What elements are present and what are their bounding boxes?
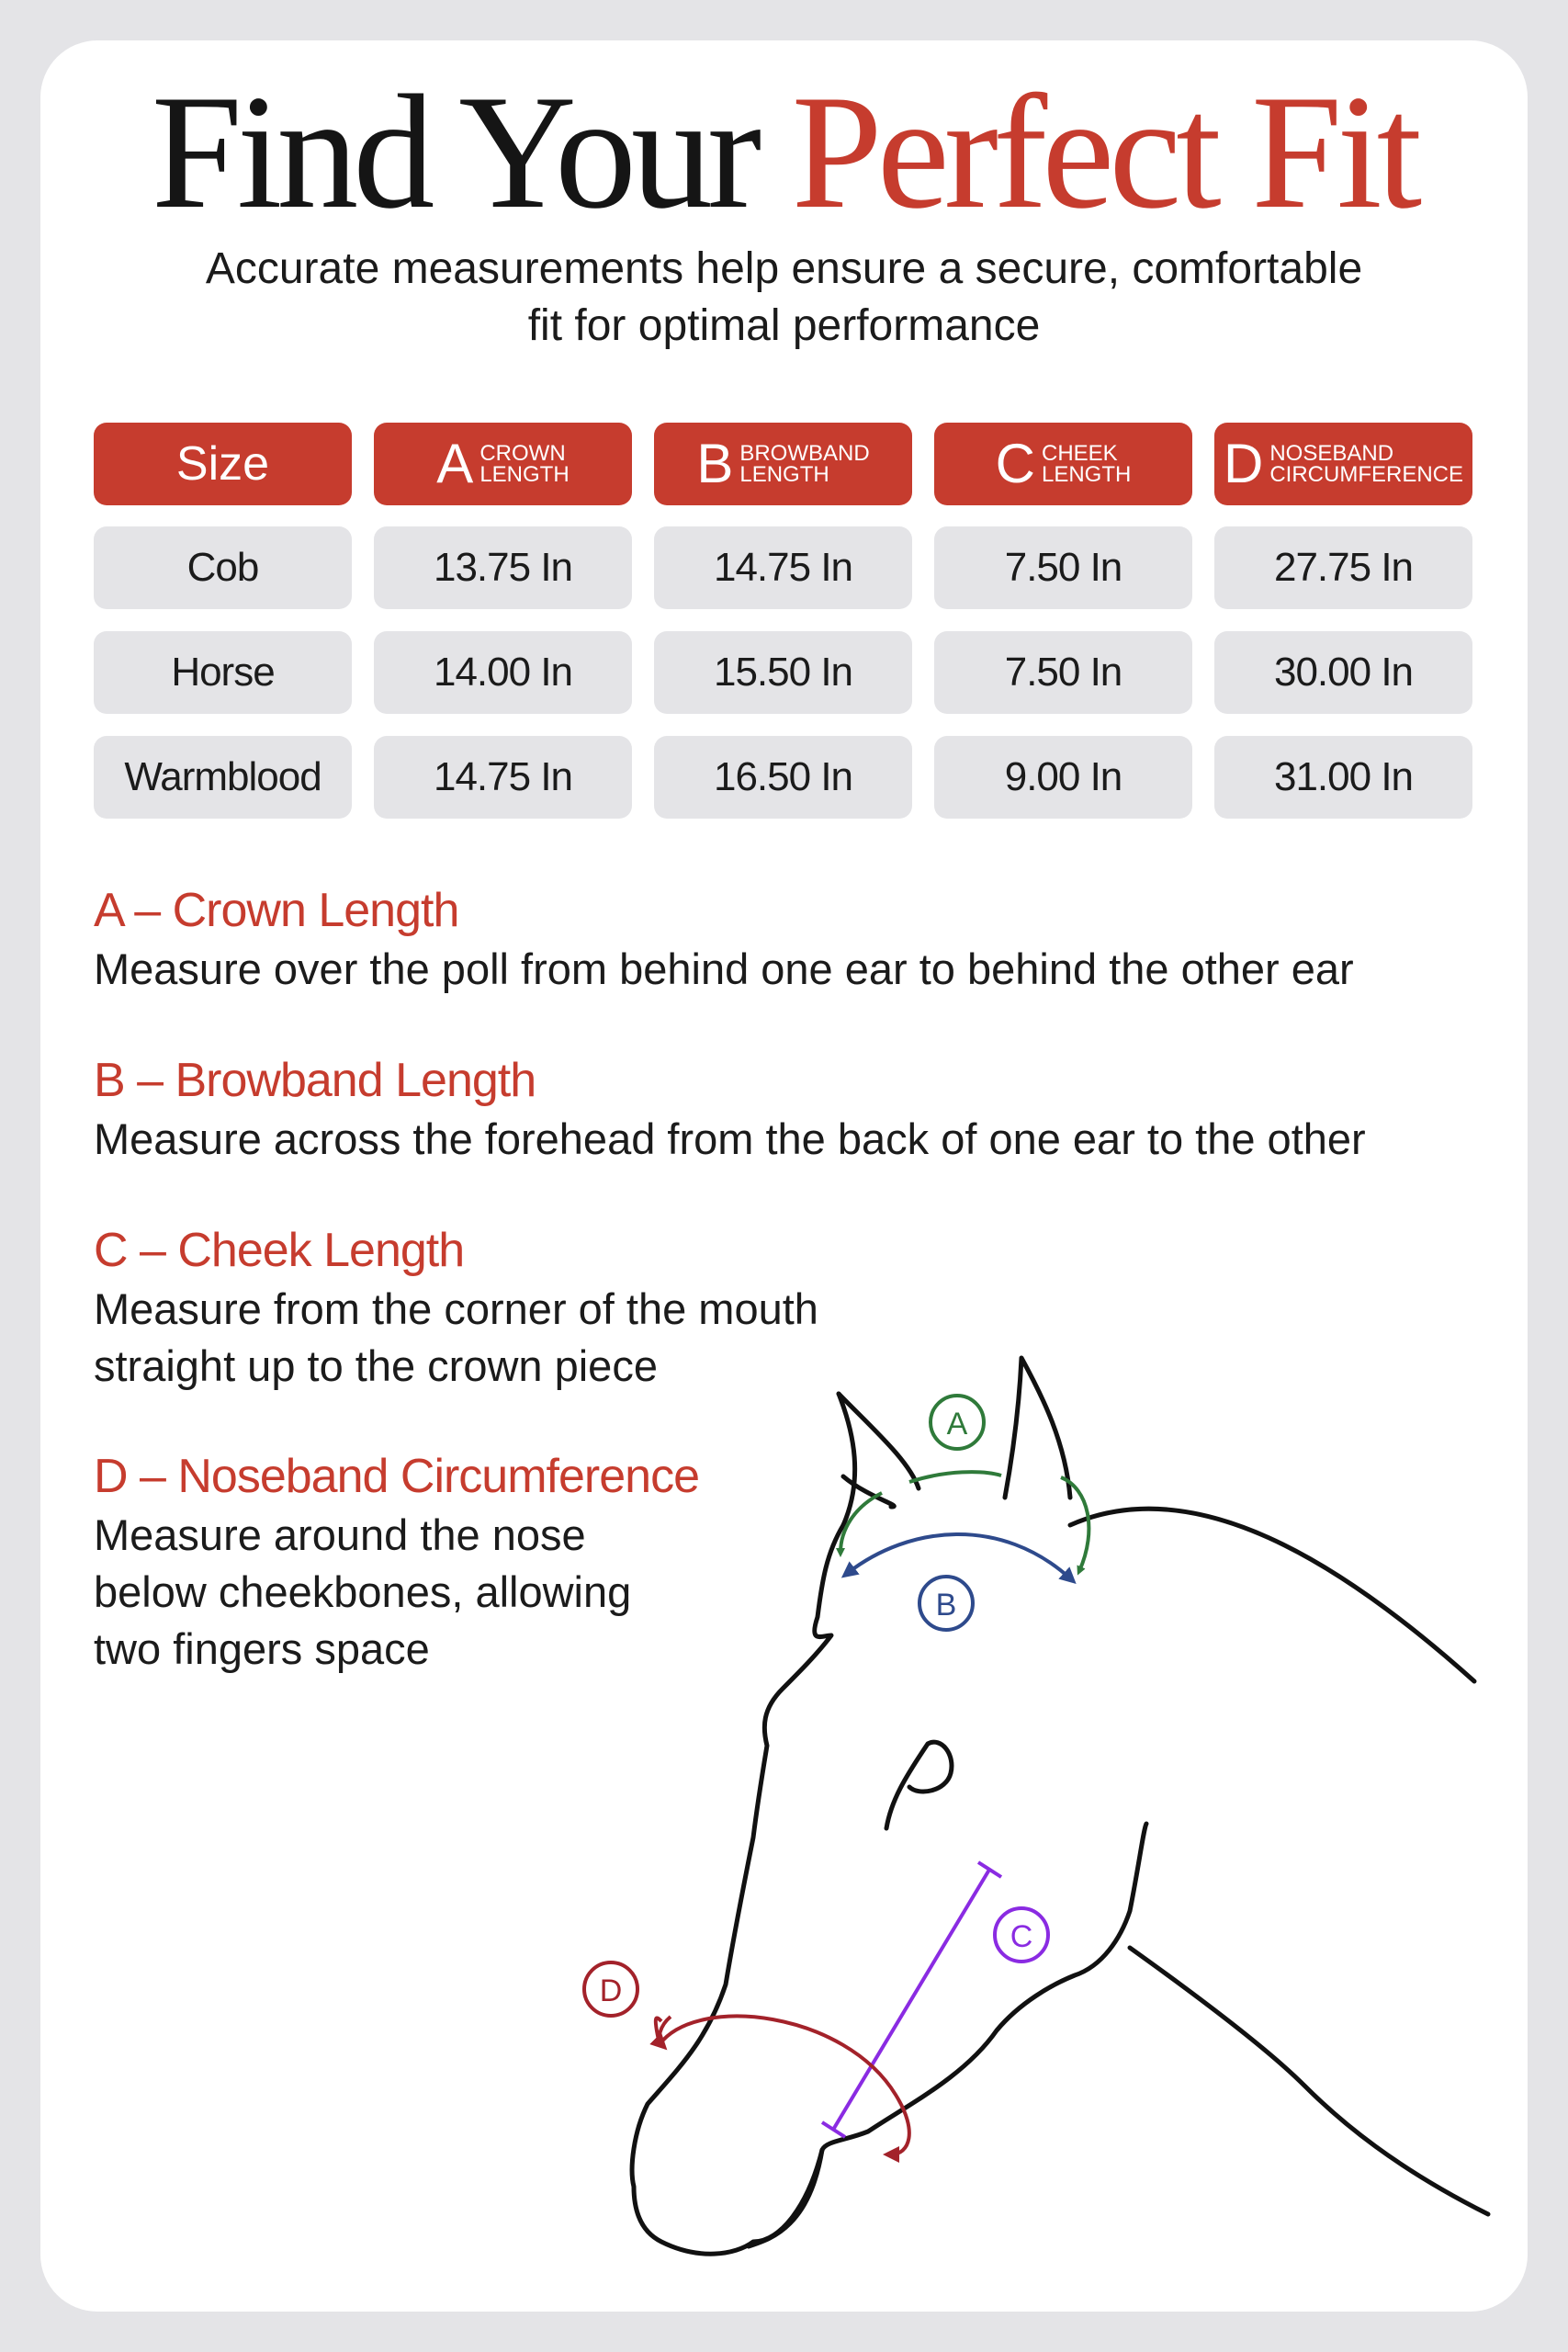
crown-length-line-1: Measure over the poll from behind one ear to behind the other ear — [94, 944, 1354, 993]
browband-cell-cob: 14.75 In — [654, 526, 912, 609]
size-cell-horse: Horse — [94, 631, 352, 714]
cheek-cell-cob: 7.50 In — [934, 526, 1192, 609]
header-d-line-1: NOSEBAND — [1269, 441, 1394, 466]
marker-a-label: A — [946, 1407, 968, 1442]
cheek-length-heading: C – Cheek Length — [94, 1224, 465, 1277]
header-letter-a: A — [436, 433, 474, 494]
cheek-cell-horse: 7.50 In — [934, 631, 1192, 714]
noseband-cell-warmblood: 31.00 In — [1214, 736, 1472, 819]
marker-b-label: B — [935, 1588, 957, 1623]
noseband-cell-horse: 30.00 In — [1214, 631, 1472, 714]
crown-cell-cob: 13.75 In — [374, 526, 632, 609]
horse-outline — [632, 1358, 1488, 2254]
cheek-measure-marker — [822, 1862, 1048, 2137]
browband-cell-horse: 15.50 In — [654, 631, 912, 714]
header-letter-c: C — [995, 433, 1035, 494]
browband-length-heading: B – Browband Length — [94, 1054, 536, 1107]
cheek-length-line-2: straight up to the crown piece — [94, 1341, 658, 1390]
subtitle-line-2: fit for optimal performance — [527, 301, 1041, 350]
size-cell-cob: Cob — [94, 526, 352, 609]
header-letter-d: D — [1223, 433, 1264, 494]
browband-cell-warmblood: 16.50 In — [654, 736, 912, 819]
title-part-1: Find Your — [151, 61, 757, 243]
header-d-line-2: CIRCUMFERENCE — [1269, 462, 1463, 487]
noseband-measure-marker — [584, 1962, 909, 2154]
header-b-line-2: LENGTH — [739, 462, 829, 487]
size-cell-warmblood: Warmblood — [94, 736, 352, 819]
title-part-2: Perfect Fit — [791, 61, 1417, 243]
header-a-line-2: LENGTH — [479, 462, 570, 487]
subtitle-line-1: Accurate measurements help ensure a secure, comfortable — [205, 244, 1363, 293]
noseband-line-3: two fingers space — [94, 1624, 430, 1673]
browband-length-line-1: Measure across the forehead from the back of one ear to the other — [94, 1114, 1366, 1163]
noseband-line-2: below cheekbones, allowing — [94, 1567, 632, 1616]
marker-d-label: D — [599, 1973, 623, 2008]
size-header-label: Size — [175, 437, 270, 491]
browband-measure-marker — [848, 1534, 1070, 1630]
header-b-line-1: BROWBAND — [739, 441, 870, 466]
header-letter-b: B — [696, 433, 734, 494]
cheek-cell-warmblood: 9.00 In — [934, 736, 1192, 819]
crown-length-heading: A – Crown Length — [94, 884, 459, 937]
marker-c-label: C — [1010, 1919, 1033, 1954]
cheek-length-line-1: Measure from the corner of the mouth — [94, 1284, 818, 1333]
noseband-cell-cob: 27.75 In — [1214, 526, 1472, 609]
noseband-circumference-heading: D – Noseband Circumference — [94, 1450, 699, 1503]
header-c-line-1: CHEEK — [1041, 441, 1118, 466]
noseband-line-1: Measure around the nose — [94, 1510, 586, 1559]
crown-cell-horse: 14.00 In — [374, 631, 632, 714]
header-c-line-2: LENGTH — [1041, 462, 1132, 487]
crown-cell-warmblood: 14.75 In — [374, 736, 632, 819]
header-a-line-1: CROWN — [479, 441, 566, 466]
